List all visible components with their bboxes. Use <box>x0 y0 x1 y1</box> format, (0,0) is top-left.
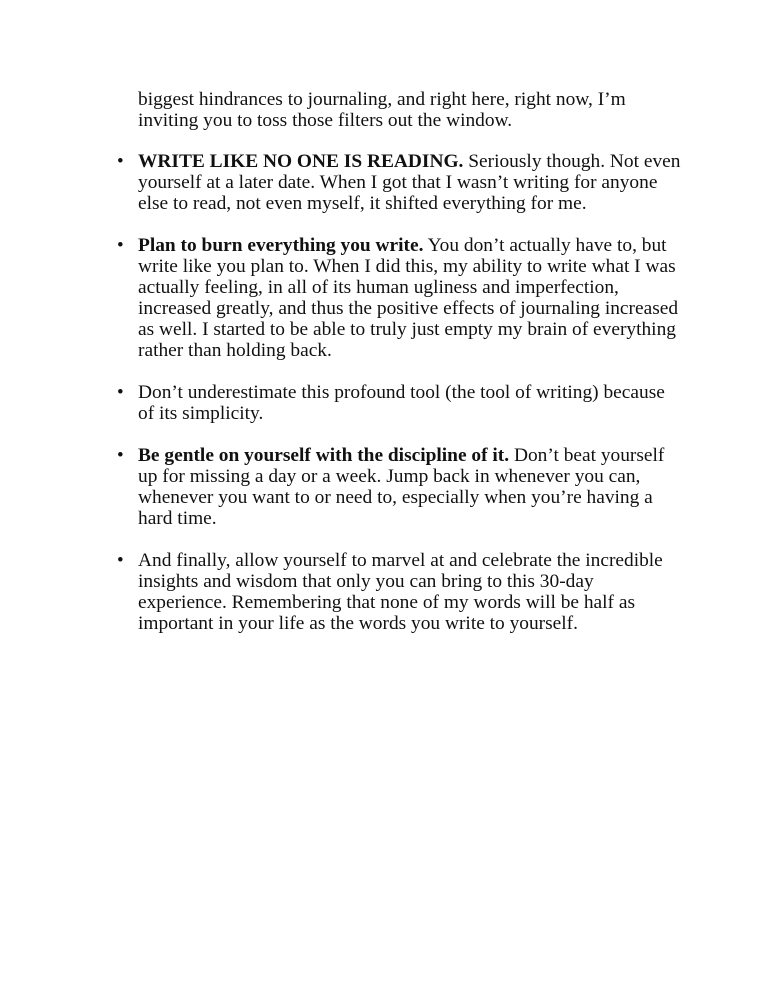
document-body <box>117 89 684 655</box>
list-item <box>117 550 684 634</box>
bullet-heading: Be gentle on yourself with the discipline of it. <box>138 445 510 466</box>
intro-paragraph: biggest hindrances to journaling, and right here, right now, I’m inviting you to toss those filters out the window. <box>138 89 626 131</box>
bullet-icon: • <box>117 151 124 172</box>
bullet-icon: • <box>117 550 124 571</box>
tips-list <box>117 151 684 634</box>
bullet-text: Don’t underestimate this profound tool (the tool of writing) because of its simplicity. <box>138 382 665 424</box>
bullet-heading: Plan to burn everything you write. <box>138 235 424 256</box>
list-item <box>117 235 684 361</box>
list-item <box>117 151 684 214</box>
bullet-icon: • <box>117 382 124 403</box>
bullet-text: Seriously though. Not even yourself at a later date. When I got that I wasn’t writing for anyone else to read, not even myself, it shifted everything for me. <box>138 151 681 214</box>
list-item <box>117 382 684 424</box>
bullet-text: You don’t actually have to, but write like you plan to. When I did this, my ability to write what I was actually feeling, in all of its human ugliness and imperfection, increased greatly, and thus the positive effects of journaling increased as well. I started to be able to truly just empty my brain of everything rather than holding back. <box>138 235 679 361</box>
bullet-icon: • <box>117 445 124 466</box>
bullet-heading: WRITE LIKE NO ONE IS READING. <box>138 151 464 172</box>
bullet-text: Don’t beat yourself up for missing a day or a week. Jump back in whenever you can, whenever you want to or need to, especially when you’re having a hard time. <box>138 445 665 529</box>
list-item <box>117 445 684 529</box>
bullet-icon: • <box>117 235 124 256</box>
bullet-text: And finally, allow yourself to marvel at and celebrate the incredible insights and wisdom that only you can bring to this 30-day experience. Remembering that none of my words will be half as important in your life as the words you write to yourself. <box>138 550 663 634</box>
